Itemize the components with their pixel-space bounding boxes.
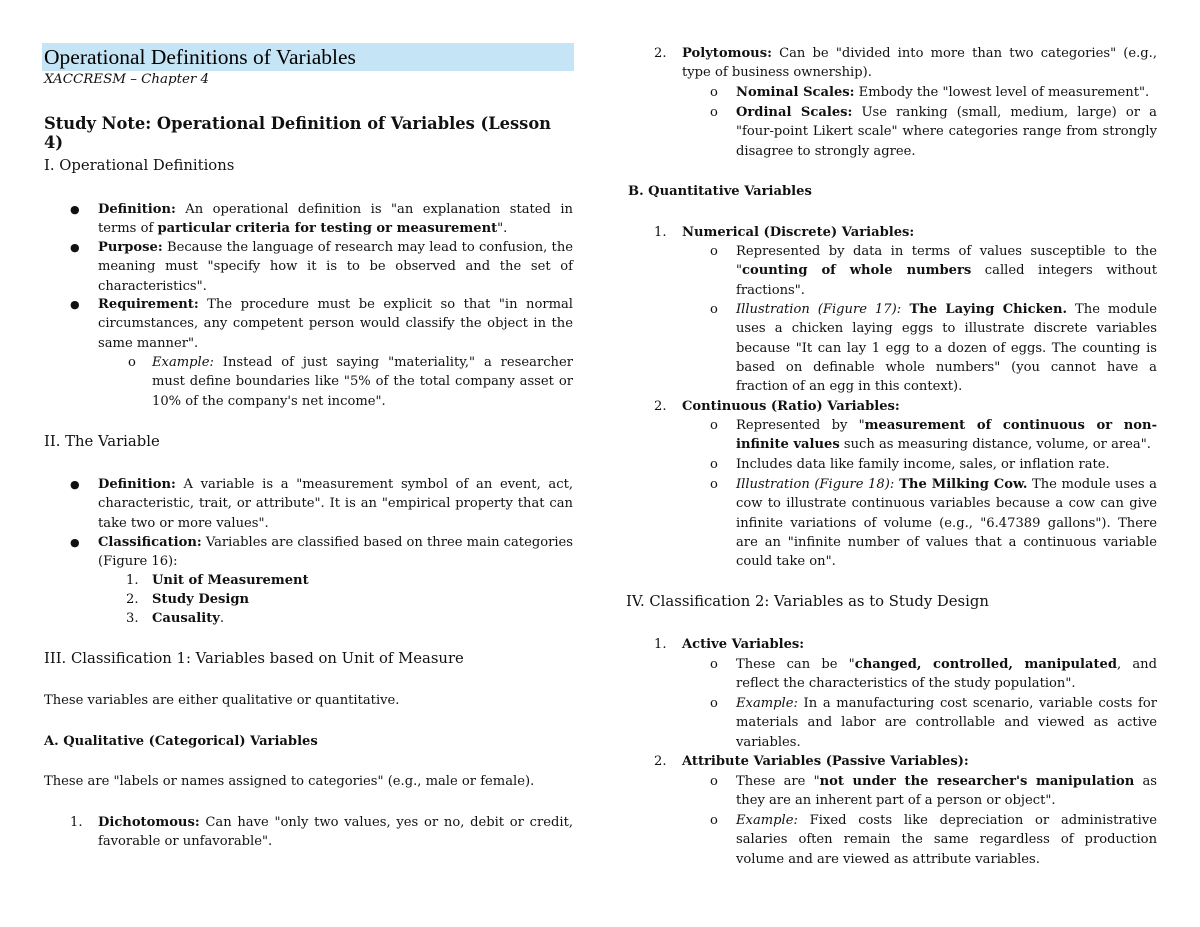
- section-3-intro: These variables are either qualitative or quantitative.: [44, 693, 400, 708]
- list-marker: 2.: [126, 592, 139, 607]
- classification-item: Causality.: [152, 611, 225, 626]
- active-heading: Active Variables:: [682, 637, 805, 652]
- section-b-heading: B. Quantitative Variables: [628, 184, 812, 199]
- list-item: Definition: An operational definition is "an explanation stated in terms of particular criteria for testing or measurement".: [98, 202, 573, 237]
- sub-bullet-icon: o: [710, 302, 718, 317]
- list-item: Definition: A variable is a "measurement symbol of an event, act, characteristic, trait, or attribute". It is an "empirical property that can take two or more values".: [98, 477, 573, 531]
- list-item: Dichotomous: Can have "only two values, yes or no, debit or credit, favorable or unfavorable".: [98, 815, 573, 850]
- section-a-heading: A. Qualitative (Categorical) Variables: [44, 734, 318, 749]
- list-marker: 1.: [654, 637, 667, 652]
- classification-item: Study Design: [152, 592, 250, 607]
- chapter-subtitle: XACCRESM – Chapter 4: [44, 72, 210, 87]
- study-note-heading: Study Note: Operational Definition of Variables (Lesson 4): [44, 114, 552, 152]
- list-marker: 1.: [126, 573, 139, 588]
- section-a-intro: These are "labels or names assigned to categories" (e.g., male or female).: [44, 774, 535, 789]
- list-item: Example: Fixed costs like depreciation or administrative salaries often remain the same regardless of production volume and are viewed as attribute variables.: [736, 813, 1157, 867]
- numerical-heading: Numerical (Discrete) Variables:: [682, 225, 915, 240]
- sub-bullet-icon: o: [710, 418, 718, 433]
- list-item: Nominal Scales: Embody the "lowest level of measurement".: [736, 85, 1150, 100]
- sub-bullet-icon: o: [128, 355, 136, 370]
- list-item: Example: In a manufacturing cost scenario, variable costs for materials and labor are controllable and viewed as active variables.: [736, 696, 1157, 750]
- list-item: These can be "changed, controlled, manipulated, and reflect the characteristics of the study population".: [736, 657, 1157, 692]
- list-marker: 1.: [654, 225, 667, 240]
- sub-bullet-icon: o: [710, 774, 718, 789]
- list-item: Ordinal Scales: Use ranking (small, medium, large) or a "four-point Likert scale" where categories range from strongly disagree to strongly agree.: [736, 105, 1157, 159]
- bullet-icon: ●: [70, 536, 80, 549]
- list-marker: 2.: [654, 46, 667, 61]
- list-item: Example: Instead of just saying "materiality," a researcher must define boundaries like "5% of the total company asset or 10% of the company's net income".: [152, 355, 573, 409]
- list-item: Polytomous: Can be "divided into more than two categories" (e.g., type of business ownership).: [682, 46, 1157, 81]
- list-item: Purpose: Because the language of research may lead to confusion, the meaning must "specify how it is to be observed and the set of characteristics".: [98, 240, 573, 294]
- list-item: Illustration (Figure 17): The Laying Chicken. The module uses a chicken laying eggs to illustrate discrete variables because "It can lay 1 egg to a dozen of eggs. The counting is based on definable whole numbers" (you cannot have a fraction of an egg in this context).: [736, 302, 1157, 395]
- bullet-icon: ●: [70, 298, 80, 311]
- bullet-icon: ●: [70, 478, 80, 491]
- attribute-heading: Attribute Variables (Passive Variables):: [682, 754, 969, 769]
- list-item: Represented by data in terms of values susceptible to the "counting of whole numbers called integers without fractions".: [736, 244, 1158, 298]
- sub-bullet-icon: o: [710, 105, 718, 120]
- bullet-icon: ●: [70, 203, 80, 216]
- section-2-heading: II. The Variable: [44, 433, 160, 450]
- list-item: Illustration (Figure 18): The Milking Cow. The module uses a cow to illustrate continuous variables because a cow can give infinite variations of volume (e.g., "6.47389 gallons"). There are an "infinite number of values that a continuous variable could take on".: [736, 477, 1157, 570]
- classification-item: Unit of Measurement: [152, 573, 309, 588]
- sub-bullet-icon: o: [710, 457, 718, 472]
- sub-bullet-icon: o: [710, 813, 718, 828]
- list-marker: 2.: [654, 399, 667, 414]
- list-item: Requirement: The procedure must be explicit so that "in normal circumstances, any competent person would classify the object in the same manner".: [98, 297, 573, 351]
- list-marker: 2.: [654, 754, 667, 769]
- sub-bullet-icon: o: [710, 477, 718, 492]
- sub-bullet-icon: o: [710, 85, 718, 100]
- continuous-heading: Continuous (Ratio) Variables:: [682, 399, 900, 414]
- bullet-icon: ●: [70, 241, 80, 254]
- section-1-heading: I. Operational Definitions: [44, 157, 235, 174]
- sub-bullet-icon: o: [710, 657, 718, 672]
- sub-bullet-icon: o: [710, 696, 718, 711]
- document-title: Operational Definitions of Variables: [42, 43, 574, 71]
- list-item: Classification: Variables are classified based on three main categories (Figure 16):: [98, 535, 573, 570]
- list-item: These are "not under the researcher's manipulation as they are an inherent part of a person or object".: [736, 774, 1157, 809]
- section-4-heading: IV. Classification 2: Variables as to Study Design: [626, 593, 989, 610]
- list-marker: 1.: [70, 815, 83, 830]
- list-item: Includes data like family income, sales, or inflation rate.: [736, 457, 1110, 472]
- section-3-heading: III. Classification 1: Variables based on Unit of Measure: [44, 650, 464, 667]
- list-item: Represented by "measurement of continuous or non-infinite values such as measuring distance, volume, or area".: [736, 418, 1157, 453]
- sub-bullet-icon: o: [710, 244, 718, 259]
- list-marker: 3.: [126, 611, 139, 626]
